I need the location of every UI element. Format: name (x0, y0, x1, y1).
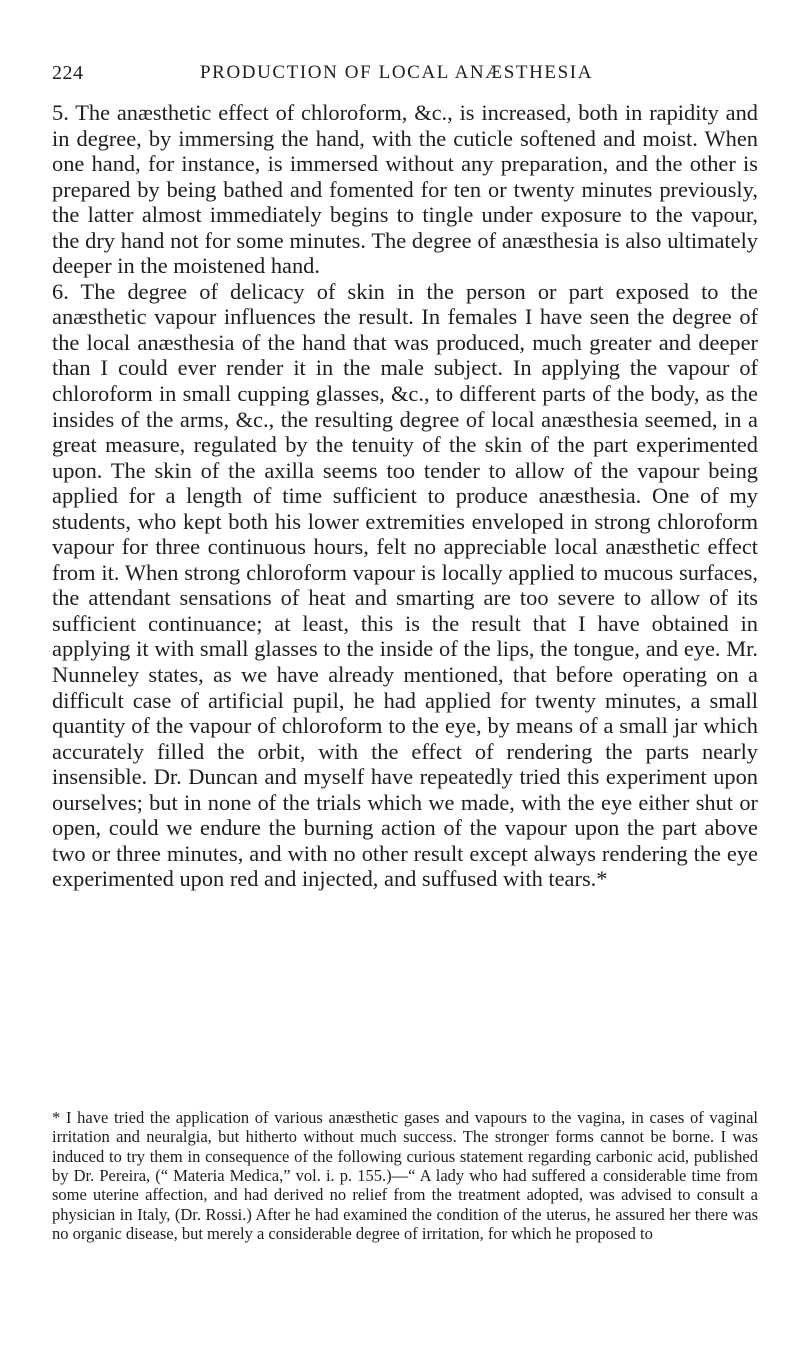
page-number: 224 (52, 62, 84, 84)
paragraph-5: 5. The anæsthetic effect of chloroform, &c., is increased, both in rapidity and in degree, by immersing the hand, with the cuticle softened and moist. When one hand, for instance, is immersed without any preparation, and the other is prepared by being bathed and fomented for ten or twenty minutes previously, the latter almost immediately begins to tingle under exposure to the vapour, the dry hand not for some minutes. The degree of anæsthesia is also ultimately deeper in the moistened hand. (52, 100, 758, 279)
main-text (52, 100, 758, 892)
page-header (52, 62, 758, 88)
footnote (52, 1108, 758, 1243)
footnote-text: * I have tried the application of various anæsthetic gases and vapours to the vagina, in cases of vaginal irritation and neuralgia, but hitherto without much success. The stronger forms cannot be borne. I was induced to try them in consequence of the following curious statement regarding carbonic acid, published by Dr. Pereira, (“ Materia Medica,” vol. i. p. 155.)—“ A lady who had suffered a considerable time from some uterine affection, and had derived no relief from the treatment adopted, was advised to consult a physician in Italy, (Dr. Rossi.) After he had examined the condition of the uterus, he assured her there was no organic disease, but merely a considerable degree of irritation, for which he proposed to (52, 1108, 758, 1244)
paragraph-6: 6. The degree of delicacy of skin in the person or part exposed to the anæsthetic vapour influences the result. In females I have seen the degree of the local anæsthesia of the hand that was produced, much greater and deeper than I could ever render it in the male subject. In applying the vapour of chloroform in small cupping glasses, &c., to different parts of the body, as the insides of the arms, &c., the resulting degree of local anæsthesia seemed, in a great measure, regulated by the tenuity of the skin of the part experimented upon. The skin of the axilla seems too tender to allow of the vapour being applied for a length of time sufficient to produce anæsthesia. One of my students, who kept both his lower extremities enveloped in strong chloroform vapour for three continuous hours, felt no appreciable local anæsthetic effect from it. When strong chloroform vapour is locally applied to mucous surfaces, the attendant sensations of heat and smarting are too severe to allow of its sufficient continuance; at least, this is the result that I have obtained in applying it with small glasses to the inside of the lips, the tongue, and eye. Mr. Nunneley states, as we have already mentioned, that before operating on a difficult case of artificial pupil, he had applied for twenty minutes, a small quantity of the vapour of chloroform to the eye, by means of a small jar which accurately filled the orbit, with the effect of rendering the parts nearly insensible. Dr. Duncan and myself have repeatedly tried this experiment upon ourselves; but in none of the trials which we made, with the eye either shut or open, could we endure the burning action of the vapour upon the part above two or three minutes, and with no other result except always rendering the eye experimented upon red and injected, and suffused with tears.* (52, 278, 758, 892)
running-head: PRODUCTION OF LOCAL ANÆSTHESIA (200, 62, 594, 83)
